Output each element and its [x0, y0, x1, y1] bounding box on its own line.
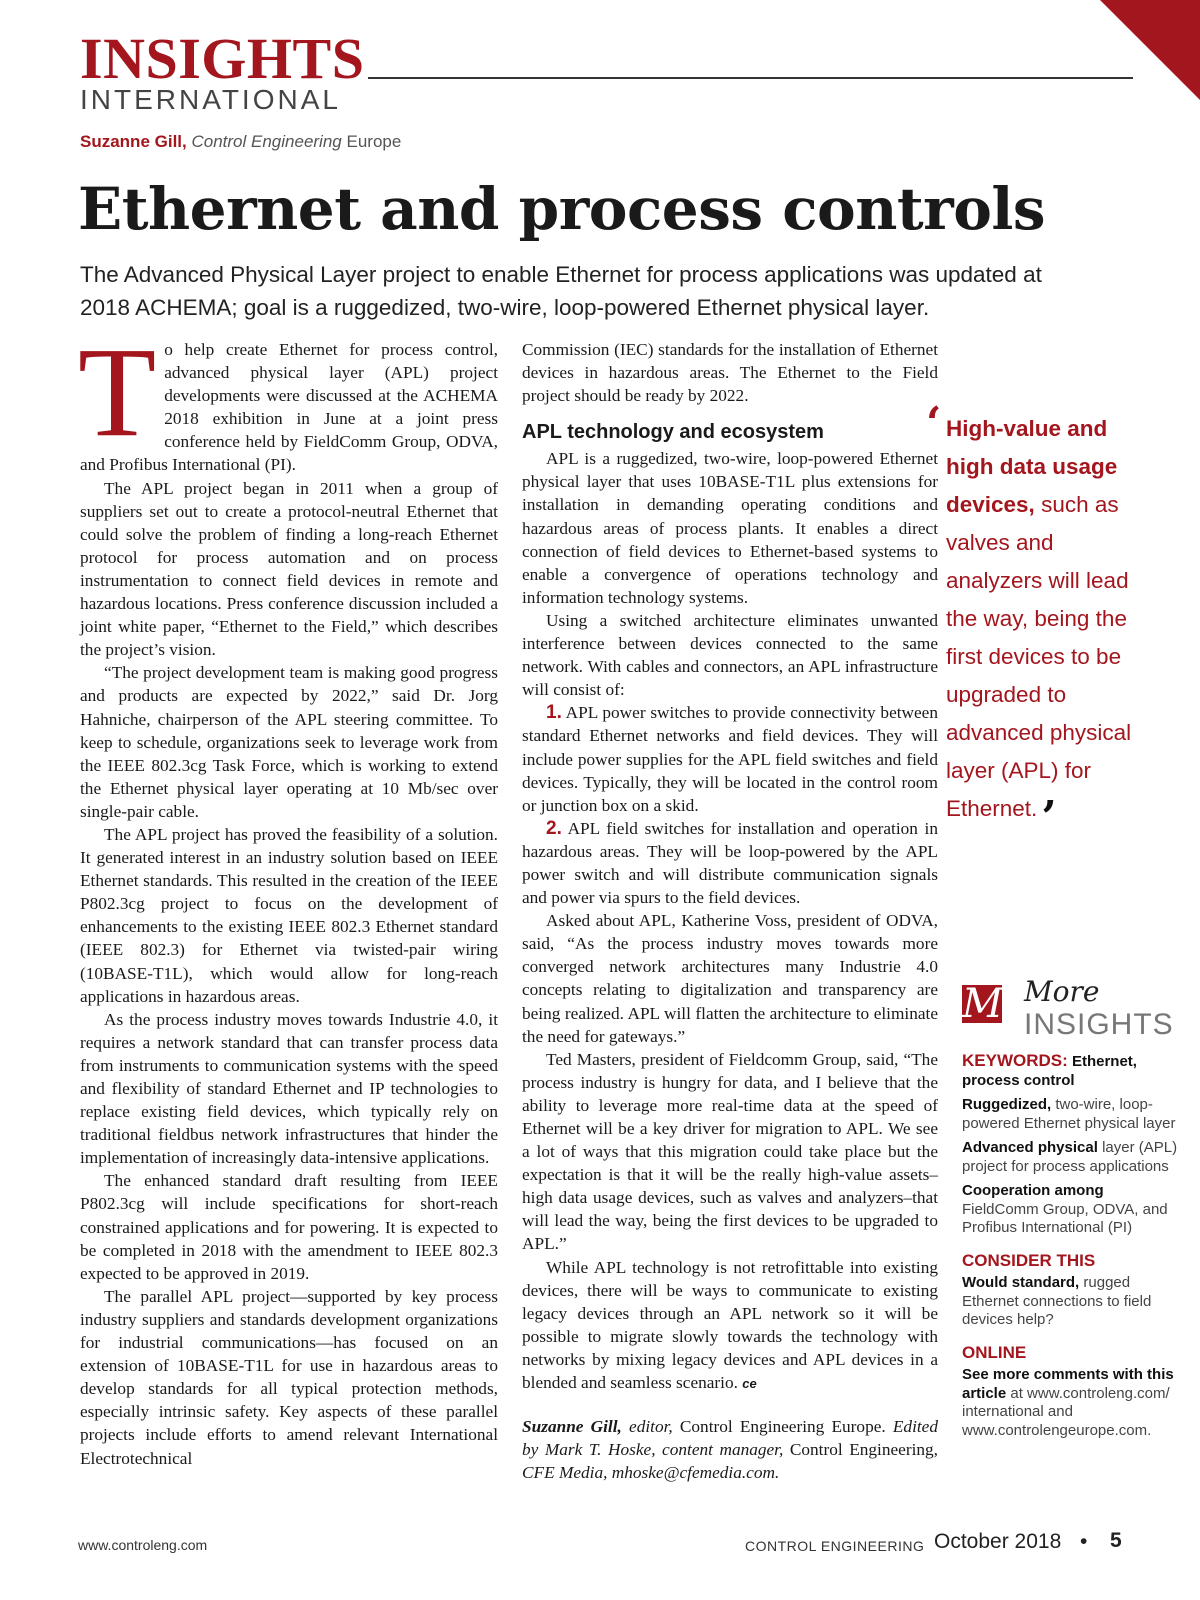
paragraph: The APL project began in 2011 when a group of suppliers set out to create a protocol-neutral Ethernet that could solve the problem of finding a long-reach Ethernet protocol for process automation and on process instrumentation to connect field devices in remote and hazardous locations. Press conference discussion included a joint white paper, “Ethernet to the Field,” which describes the project’s vision. [80, 478, 498, 660]
more-insights-title: INSIGHTS [1024, 1008, 1174, 1041]
drop-cap: T [78, 321, 157, 463]
paragraph: As the process industry moves towards Industrie 4.0, it requires a network standard that can transfer process data from instruments to communication systems with the speed and flexibility of standard Ethernet and IP technologies to replace existing field devices, which typically rely on traditional fieldbus network infrastructures that hinder the implementation of increasingly data-intensive applications. [80, 1009, 498, 1168]
paragraph: Ted Masters, president of Fieldcomm Group, said, “The process industry is hungry for data, and I believe that the ability to leverage more real-time data at the speed of Ethernet will be a key driver for migration to APL. We see a lot of ways that this migration could take place but the expectation is that it will be the really high-value assets–high data usage devices, such as valves and analyzers–that will lead the way, being the first devices to be upgraded to APL.” [522, 1049, 938, 1254]
consider-rest: rugged Ethernet connections to field devices help? [962, 1274, 1152, 1328]
deck: The Advanced Physical Layer project to enable Ethernet for process applications was updated at 2018 ACHEMA; goal is a ruggedized, two-wire, loop-powered Ethernet physical layer. [80, 262, 1042, 320]
key-point-text: layer (APL) project for process applications [962, 1139, 1178, 1175]
byline-publication: Control Engineering [191, 132, 342, 151]
credit-contact: CFE Media, mhoske@cfemedia.com. [522, 1463, 780, 1483]
close-quote-icon: ’ [1041, 792, 1057, 843]
credit-publication: Control Engineering Europe. [679, 1417, 886, 1437]
list-text: APL field switches for installation and operation in hazardous areas. They will be loop-powered by the APL power switch and will distribute communication signals and power via spurs to the field devices. [522, 818, 938, 908]
paragraph-text: While APL technology is not retrofittable into existing devices, there will be ways to communicate to existing legacy devices through an APL network so it will be possible to migrate slowly towards the technology with networks by mixing legacy devices and APL devices in a blended and seamless scenario. [522, 1257, 938, 1393]
article-column-2 [522, 338, 938, 1484]
key-point [962, 1182, 1180, 1238]
key-point-text: two-wire, loop-powered Ethernet physical layer [962, 1096, 1176, 1132]
consider-bold: Would standard, [962, 1274, 1080, 1291]
paragraph: The enhanced standard draft resulting from IEEE P802.3cg will include specifications for short-reach constrained applications and for powering. It is expected to be completed in 2018 with the amendment to IEEE 802.3 expected to be approved in 2019. [80, 1171, 498, 1283]
list-number: 1. [546, 702, 562, 724]
paragraph [522, 1256, 938, 1396]
title-rule [368, 77, 1133, 79]
credit-edited: Edited by Mark T. Hoske, content manager, [522, 1417, 938, 1460]
footer-magazine: CONTROL ENGINEERING [745, 1538, 925, 1554]
paragraph: APL is a ruggedized, two-wire, loop-powered Ethernet physical layer that uses 10BASE-T1L plus extensions for installation in demanding operating conditions and hazardous areas of process plants. It enables a direct connection of field devices to Ethernet-based systems to enable a convergence of operations technology and information technology systems. [522, 449, 938, 607]
footer-bullet: • [1080, 1530, 1088, 1553]
section-subtitle: INTERNATIONAL [80, 84, 341, 115]
paragraph: “The project development team is making good progress and products are expected by 2022,” said Dr. Jorg Hahniche, chairperson of the APL steering committee. To keep to schedule, organizations seek to leverage work from the IEEE 802.3cg Task Force, which is working to extend the Ethernet physical layer operating at 10 Mb/sec over single-pair cable. [80, 663, 498, 821]
keywords-label: KEYWORDS: [962, 1051, 1068, 1070]
author-credit [522, 1415, 938, 1484]
pull-quote-text: such as valves and analyzers will lead the way, being the first devices to be upgraded to advanced physical layer (APL) for Ethernet. [946, 492, 1132, 821]
more-insights-sidebar [962, 1052, 1180, 1446]
article-column-1 [78, 321, 498, 1470]
key-point-text: FieldComm Group, ODVA, and Profibus International (PI) [962, 1200, 1168, 1236]
paragraph-text: o help create Ethernet for process control, advanced physical layer (APL) project developments were discussed at the ACHEMA 2018 exhibition in June at a joint press conference held by FieldComm Group, ODVA, and Profibus International (PI). [80, 340, 498, 475]
headline: Ethernet and process controls [78, 175, 1046, 243]
byline-region: Europe [346, 132, 402, 151]
byline-author: Suzanne Gill, [80, 132, 187, 151]
online-bold: See more comments with this article [962, 1366, 1174, 1402]
online-text [962, 1366, 1180, 1440]
online-link-text[interactable]: at www.controleng.com/ international and www.controlengeurope.com. [962, 1384, 1170, 1439]
end-mark: ce [742, 1376, 757, 1392]
list-number: 2. [546, 817, 562, 839]
credit-publication-2: Control Engineering, [789, 1440, 938, 1460]
list-text: APL power switches to provide connectivity between standard Ethernet networks and field devices. They will include power supplies for the APL field switches and field devices. Typically, they will be located in the control room or junction box on a skid. [522, 703, 938, 815]
footer-date: October 2018 [934, 1530, 1062, 1553]
consider-this-text [962, 1274, 1180, 1330]
consider-this-label: CONSIDER THIS [962, 1250, 1096, 1270]
paragraph: Using a switched architecture eliminates unwanted interference between devices connected to the same network. With cables and connectors, an APL infrastructure will consist of: [522, 610, 938, 700]
paragraph: The parallel APL project—supported by key process industry suppliers and standards development organizations for industrial communications—has focused on an extension of 10BASE-T1L for use in hazardous areas to develop standards for all typical protection methods, especially intrinsic safety. Key aspects of these parallel projects include efforts to amend relevant International Electrotechnical [80, 1286, 498, 1468]
key-point-bold: Advanced physical [962, 1139, 1098, 1156]
page-number: 5 [1110, 1529, 1122, 1552]
section-title: INSIGHTS [80, 26, 365, 91]
key-point [962, 1096, 1180, 1133]
paragraph: Asked about APL, Katherine Voss, president of ODVA, said, “As the process industry moves towards more converged network architectures many Industrie 4.0 concepts relating to digitalization and transparency are being realized. APL will flatten the architecture to eliminate the need for gateways.” [522, 911, 938, 1046]
subhead: APL technology and ecosystem [522, 421, 824, 444]
keywords-text: Ethernet, process control [962, 1053, 1137, 1089]
paragraph: Commission (IEC) standards for the installation of Ethernet devices in hazardous areas. The Ethernet to the Field project should be ready by 2022. [522, 340, 938, 406]
more-insights-more: More [1024, 975, 1100, 1008]
list-item [522, 701, 938, 816]
key-point [962, 1139, 1180, 1176]
key-point-bold: Cooperation among [962, 1182, 1104, 1199]
keywords-block [962, 1052, 1180, 1090]
credit-name: Suzanne Gill, [522, 1417, 622, 1437]
more-insights-logo: M [962, 981, 1003, 1027]
paragraph [78, 321, 498, 477]
list-item [522, 817, 938, 909]
pull-quote [926, 398, 1156, 843]
paragraph: The APL project has proved the feasibility of a solution. It generated interest in an industry solution based on IEEE Ethernet standards. This resulted in the creation of the IEEE P802.3cg project to focus on the development of enhancements to the existing IEEE 802.3 Ethernet standard (IEEE 802.3) for Ethernet via twisted-pair wiring (10BASE-T1L), which would allow for long-reach applications in hazardous areas. [80, 824, 498, 1006]
byline [80, 132, 401, 152]
pull-quote-bold: High-value and high data usage devices, [946, 416, 1118, 517]
online-label: ONLINE [962, 1342, 1027, 1362]
open-quote-icon: ‘ [926, 398, 942, 449]
credit-role: editor, [629, 1417, 673, 1437]
corner-accent [1100, 0, 1200, 100]
key-point-bold: Ruggedized, [962, 1096, 1052, 1113]
footer-url[interactable]: www.controleng.com [78, 1537, 208, 1553]
